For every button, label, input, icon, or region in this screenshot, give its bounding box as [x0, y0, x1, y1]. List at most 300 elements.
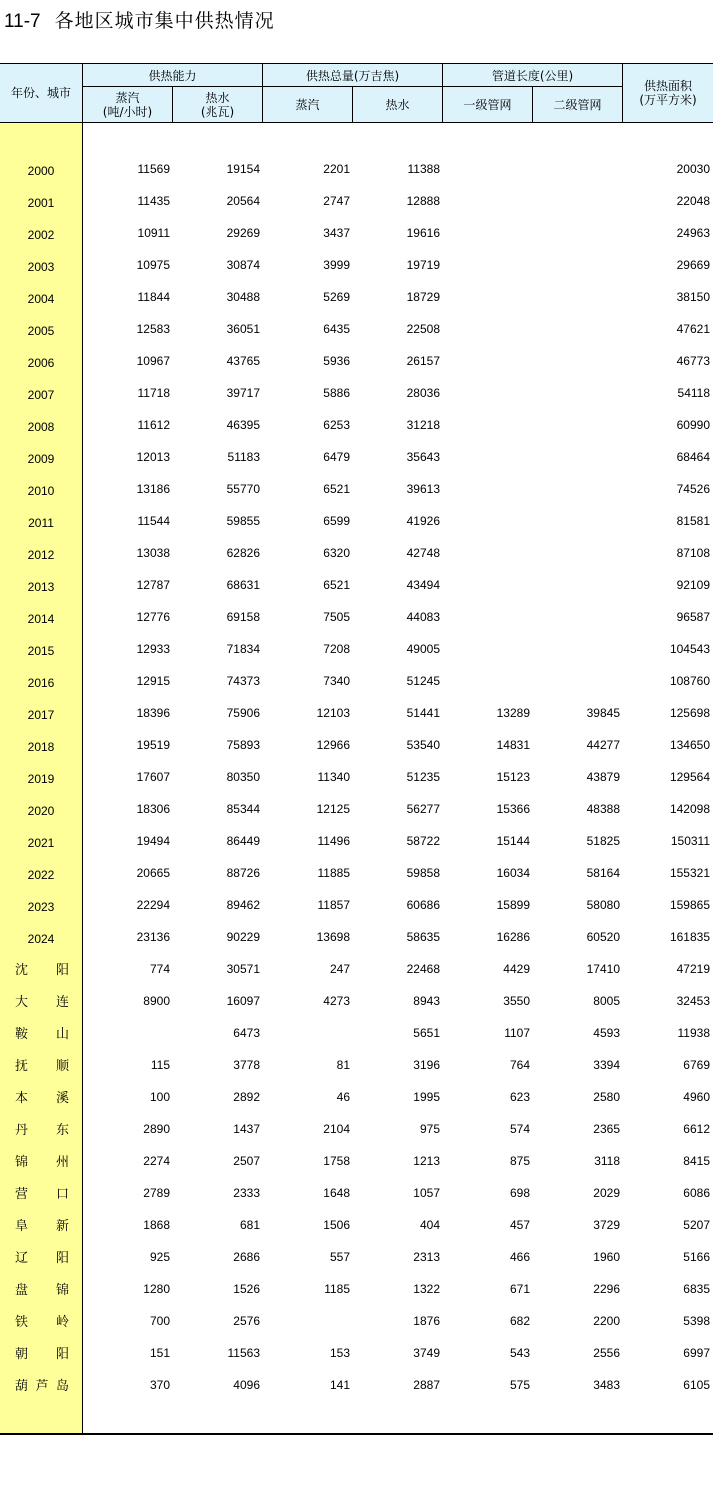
header-group-total: 供热总量(万吉焦)	[305, 69, 400, 83]
table-row	[0, 827, 713, 859]
cell-water-total: 3749	[413, 1346, 440, 1360]
cell-water-total: 43494	[406, 578, 440, 592]
cell-pipe-secondary: 60520	[586, 930, 620, 944]
row-label: 沈阳	[15, 963, 69, 978]
cell-pipe-secondary: 4593	[593, 1026, 620, 1040]
row-label: 2003	[27, 260, 55, 274]
cell-water-capacity: 43765	[226, 354, 260, 368]
header-divider	[262, 64, 263, 122]
header-divider	[352, 86, 353, 122]
cell-steam-capacity: 12915	[136, 674, 170, 688]
table-row	[0, 1019, 713, 1051]
cell-heating-area: 6105	[683, 1378, 710, 1392]
cell-heating-area: 161835	[669, 930, 710, 944]
row-label: 2012	[27, 548, 55, 562]
cell-water-total: 58722	[406, 834, 440, 848]
cell-pipe-primary: 623	[509, 1090, 530, 1104]
table-row	[0, 571, 713, 603]
cell-water-total: 22468	[406, 962, 440, 976]
cell-steam-capacity: 11435	[137, 194, 170, 208]
cell-steam-capacity: 1868	[143, 1218, 170, 1232]
table-header	[0, 63, 713, 123]
cell-water-capacity: 62826	[226, 546, 260, 560]
cell-water-total: 28036	[406, 386, 440, 400]
cell-pipe-primary: 457	[509, 1218, 530, 1232]
row-label: 2020	[27, 804, 55, 818]
cell-water-capacity: 2576	[233, 1314, 260, 1328]
cell-pipe-secondary: 3483	[593, 1378, 620, 1392]
cell-heating-area: 4960	[683, 1090, 710, 1104]
cell-steam-total: 6521	[323, 482, 350, 496]
cell-pipe-secondary: 39845	[586, 706, 620, 720]
row-label: 锦州	[15, 1155, 69, 1170]
cell-heating-area: 46773	[676, 354, 710, 368]
cell-steam-total: 5269	[323, 290, 350, 304]
cell-heating-area: 22048	[676, 194, 710, 208]
cell-heating-area: 6835	[683, 1282, 710, 1296]
cell-water-capacity: 46395	[226, 418, 260, 432]
row-label: 2007	[27, 388, 55, 402]
table-row	[0, 443, 713, 475]
header-divider	[82, 86, 622, 87]
row-label: 2000	[27, 164, 55, 178]
table-row	[0, 1115, 713, 1147]
table-row	[0, 763, 713, 795]
header-water-capacity: 热水 (兆瓦)	[200, 91, 235, 119]
table-row	[0, 955, 713, 987]
cell-heating-area: 125698	[669, 706, 710, 720]
cell-water-capacity: 2892	[233, 1090, 260, 1104]
cell-water-capacity: 6473	[233, 1026, 260, 1040]
cell-steam-capacity: 18396	[136, 706, 170, 720]
cell-water-total: 12888	[406, 194, 440, 208]
cell-water-total: 51245	[406, 674, 440, 688]
table-row	[0, 187, 713, 219]
cell-steam-capacity: 774	[149, 962, 170, 976]
cell-pipe-primary: 1107	[504, 1026, 530, 1040]
cell-heating-area: 6997	[683, 1346, 710, 1360]
header-divider	[532, 86, 533, 122]
cell-steam-total: 1648	[323, 1186, 350, 1200]
cell-water-capacity: 1437	[233, 1122, 260, 1136]
cell-heating-area: 6769	[683, 1058, 710, 1072]
row-label: 2021	[27, 836, 55, 850]
cell-steam-capacity: 11718	[137, 386, 170, 400]
cell-water-capacity: 681	[239, 1218, 260, 1232]
cell-steam-capacity: 13038	[136, 546, 170, 560]
cell-water-total: 11388	[407, 162, 440, 176]
cell-steam-capacity: 8900	[143, 994, 170, 1008]
cell-pipe-secondary: 44277	[586, 738, 620, 752]
cell-heating-area: 150311	[670, 834, 710, 848]
cell-water-total: 39613	[406, 482, 440, 496]
row-label: 辽阳	[15, 1251, 69, 1266]
cell-pipe-primary: 15899	[496, 898, 530, 912]
table-number: 11-7	[4, 11, 41, 32]
cell-water-total: 8943	[413, 994, 440, 1008]
page-title	[4, 6, 275, 33]
cell-water-capacity: 30571	[226, 962, 260, 976]
cell-heating-area: 5166	[683, 1250, 710, 1264]
row-label: 2013	[27, 580, 55, 594]
cell-water-total: 26157	[406, 354, 440, 368]
table-row	[0, 635, 713, 667]
cell-water-total: 5651	[413, 1026, 440, 1040]
cell-steam-total: 5936	[323, 354, 350, 368]
cell-water-total: 35643	[406, 450, 440, 464]
table-row	[0, 1371, 713, 1403]
row-label: 2015	[27, 644, 55, 658]
cell-water-total: 3196	[413, 1058, 440, 1072]
table-row	[0, 603, 713, 635]
table-row	[0, 379, 713, 411]
cell-pipe-primary: 764	[509, 1058, 530, 1072]
header-divider	[442, 64, 443, 122]
cell-pipe-secondary: 43879	[586, 770, 620, 784]
cell-water-total: 31218	[406, 418, 440, 432]
table-row	[0, 219, 713, 251]
table-row	[0, 699, 713, 731]
cell-steam-total: 2201	[323, 162, 350, 176]
cell-water-total: 1876	[413, 1314, 440, 1328]
header-steam-total: 蒸汽	[295, 98, 320, 112]
cell-water-total: 2313	[413, 1250, 440, 1264]
cell-water-capacity: 29269	[226, 226, 260, 240]
cell-steam-capacity: 370	[149, 1378, 170, 1392]
cell-steam-total: 6521	[323, 578, 350, 592]
cell-water-total: 19719	[406, 258, 440, 272]
cell-heating-area: 6086	[683, 1186, 710, 1200]
cell-water-total: 18729	[406, 290, 440, 304]
cell-water-capacity: 88726	[226, 866, 260, 880]
cell-pipe-secondary: 8005	[593, 994, 620, 1008]
cell-steam-capacity: 2890	[143, 1122, 170, 1136]
row-label: 2009	[27, 452, 55, 466]
cell-pipe-primary: 15123	[496, 770, 530, 784]
table-bottom-border	[0, 1433, 713, 1435]
table-row	[0, 923, 713, 955]
table-row	[0, 283, 713, 315]
cell-heating-area: 81581	[676, 514, 710, 528]
cell-water-capacity: 2686	[233, 1250, 260, 1264]
cell-water-capacity: 89462	[226, 898, 260, 912]
cell-heating-area: 134650	[669, 738, 710, 752]
cell-steam-capacity: 115	[150, 1058, 170, 1072]
cell-water-total: 1057	[413, 1186, 440, 1200]
row-label: 2001	[27, 196, 55, 210]
cell-steam-capacity: 12787	[136, 578, 170, 592]
cell-steam-total: 141	[329, 1378, 350, 1392]
cell-heating-area: 11938	[677, 1026, 710, 1040]
cell-water-capacity: 2333	[233, 1186, 260, 1200]
cell-water-capacity: 85344	[226, 802, 260, 816]
header-divider	[82, 64, 83, 122]
table-row	[0, 1339, 713, 1371]
table-row	[0, 1307, 713, 1339]
table-row	[0, 411, 713, 443]
cell-pipe-secondary: 2556	[593, 1346, 620, 1360]
cell-water-total: 404	[419, 1218, 440, 1232]
cell-steam-total: 13698	[316, 930, 350, 944]
cell-steam-total: 11496	[317, 834, 350, 848]
cell-pipe-secondary: 48388	[586, 802, 620, 816]
cell-steam-capacity: 17607	[136, 770, 170, 784]
cell-heating-area: 87108	[676, 546, 710, 560]
cell-water-total: 53540	[406, 738, 440, 752]
cell-water-capacity: 59855	[226, 514, 260, 528]
cell-steam-total: 5886	[323, 386, 350, 400]
cell-steam-total: 1758	[323, 1154, 350, 1168]
cell-pipe-primary: 13289	[496, 706, 530, 720]
row-label: 阜新	[15, 1219, 69, 1234]
cell-water-total: 975	[419, 1122, 440, 1136]
cell-pipe-primary: 14831	[496, 738, 530, 752]
cell-pipe-primary: 16286	[496, 930, 530, 944]
cell-heating-area: 38150	[676, 290, 710, 304]
cell-pipe-secondary: 17410	[586, 962, 620, 976]
cell-heating-area: 68464	[676, 450, 710, 464]
table-row	[0, 891, 713, 923]
cell-heating-area: 104543	[669, 642, 710, 656]
cell-water-capacity: 19154	[226, 162, 260, 176]
table-row	[0, 539, 713, 571]
cell-water-capacity: 16097	[226, 994, 260, 1008]
cell-water-capacity: 90229	[226, 930, 260, 944]
table-row	[0, 1211, 713, 1243]
cell-heating-area: 32453	[676, 994, 710, 1008]
table-row	[0, 859, 713, 891]
row-label: 2002	[27, 228, 55, 242]
table-row	[0, 731, 713, 763]
cell-pipe-primary: 682	[509, 1314, 530, 1328]
cell-steam-total: 11340	[317, 770, 350, 784]
cell-water-capacity: 55770	[226, 482, 260, 496]
cell-steam-total: 3437	[323, 226, 350, 240]
cell-water-capacity: 4096	[233, 1378, 260, 1392]
cell-pipe-primary: 574	[509, 1122, 530, 1136]
table-row	[0, 1083, 713, 1115]
cell-steam-capacity: 22294	[136, 898, 170, 912]
row-label: 2014	[27, 612, 55, 626]
cell-water-total: 41926	[406, 514, 440, 528]
cell-pipe-primary: 3550	[503, 994, 530, 1008]
cell-heating-area: 92109	[676, 578, 710, 592]
cell-steam-capacity: 11544	[137, 514, 170, 528]
header-water-total: 热水	[385, 98, 410, 112]
cell-pipe-secondary: 2029	[593, 1186, 620, 1200]
cell-heating-area: 60990	[676, 418, 710, 432]
cell-steam-total: 6253	[323, 418, 350, 432]
cell-water-total: 51235	[406, 770, 440, 784]
cell-steam-total: 1506	[323, 1218, 350, 1232]
cell-water-capacity: 36051	[226, 322, 260, 336]
table-row	[0, 1179, 713, 1211]
cell-water-capacity: 80350	[226, 770, 260, 784]
cell-steam-total: 4273	[323, 994, 350, 1008]
cell-steam-total: 6479	[323, 450, 350, 464]
cell-steam-total: 2747	[323, 194, 350, 208]
cell-water-capacity: 75906	[226, 706, 260, 720]
cell-pipe-secondary: 3394	[593, 1058, 620, 1072]
cell-steam-capacity: 19519	[136, 738, 170, 752]
cell-steam-total: 557	[329, 1250, 350, 1264]
row-label: 2017	[27, 708, 55, 722]
cell-water-total: 42748	[406, 546, 440, 560]
cell-steam-total: 6320	[323, 546, 350, 560]
cell-water-total: 58635	[406, 930, 440, 944]
cell-steam-total: 11857	[317, 898, 350, 912]
row-label: 2006	[27, 356, 55, 370]
cell-pipe-primary: 15366	[496, 802, 530, 816]
header-divider	[622, 64, 623, 122]
cell-water-capacity: 1526	[233, 1282, 260, 1296]
cell-steam-capacity: 12933	[136, 642, 170, 656]
cell-pipe-primary: 466	[509, 1250, 530, 1264]
cell-steam-total: 6599	[323, 514, 350, 528]
cell-steam-total: 7208	[323, 642, 350, 656]
cell-pipe-secondary: 2365	[593, 1122, 620, 1136]
cell-water-capacity: 3778	[233, 1058, 260, 1072]
cell-water-total: 1322	[413, 1282, 440, 1296]
cell-pipe-secondary: 58080	[586, 898, 620, 912]
row-label: 2016	[27, 676, 55, 690]
cell-steam-capacity: 100	[149, 1090, 170, 1104]
cell-water-capacity: 30874	[226, 258, 260, 272]
cell-steam-capacity: 151	[149, 1346, 170, 1360]
header-pipe-secondary: 二级管网	[553, 98, 602, 112]
row-label: 本溪	[15, 1091, 69, 1106]
row-label: 2005	[27, 324, 55, 338]
cell-steam-capacity: 2274	[143, 1154, 170, 1168]
cell-water-capacity: 69158	[226, 610, 260, 624]
header-group-pipe: 管道长度(公里)	[491, 69, 574, 83]
cell-steam-total: 81	[336, 1058, 350, 1072]
table-row	[0, 347, 713, 379]
row-label: 营口	[15, 1187, 69, 1202]
cell-steam-capacity: 10911	[137, 226, 170, 240]
cell-heating-area: 47219	[676, 962, 710, 976]
cell-steam-total: 153	[329, 1346, 350, 1360]
cell-water-capacity: 68631	[226, 578, 260, 592]
table-row	[0, 155, 713, 187]
cell-steam-capacity: 12013	[136, 450, 170, 464]
row-label: 2023	[27, 900, 55, 914]
cell-steam-total: 46	[336, 1090, 350, 1104]
cell-water-total: 51441	[406, 706, 440, 720]
table-row	[0, 475, 713, 507]
cell-steam-capacity: 1280	[143, 1282, 170, 1296]
cell-water-capacity: 75893	[226, 738, 260, 752]
cell-heating-area: 5398	[683, 1314, 710, 1328]
cell-steam-capacity: 10975	[136, 258, 170, 272]
cell-pipe-secondary: 51825	[586, 834, 620, 848]
cell-pipe-primary: 698	[509, 1186, 530, 1200]
cell-water-total: 2887	[413, 1378, 440, 1392]
row-label: 丹东	[15, 1123, 69, 1138]
cell-pipe-primary: 16034	[496, 866, 530, 880]
cell-pipe-primary: 4429	[503, 962, 530, 976]
cell-steam-total: 3999	[323, 258, 350, 272]
cell-water-capacity: 51183	[227, 450, 260, 464]
cell-water-total: 49005	[406, 642, 440, 656]
cell-water-total: 44083	[406, 610, 440, 624]
table-row	[0, 1051, 713, 1083]
table-row	[0, 795, 713, 827]
row-label: 2004	[27, 292, 55, 306]
cell-water-capacity: 20564	[226, 194, 260, 208]
cell-steam-capacity: 12583	[136, 322, 170, 336]
cell-water-total: 19616	[406, 226, 440, 240]
cell-water-capacity: 74373	[226, 674, 260, 688]
header-pipe-primary: 一级管网	[463, 98, 512, 112]
row-label: 2024	[27, 932, 55, 946]
table-title: 各地区城市集中供热情况	[54, 10, 275, 32]
cell-pipe-secondary: 3729	[593, 1218, 620, 1232]
cell-steam-total: 12103	[316, 706, 350, 720]
row-label: 鞍山	[15, 1027, 69, 1042]
cell-pipe-primary: 671	[509, 1282, 530, 1296]
cell-steam-capacity: 11612	[137, 418, 170, 432]
cell-water-capacity: 71834	[226, 642, 260, 656]
cell-water-capacity: 2507	[233, 1154, 260, 1168]
row-label: 2010	[27, 484, 55, 498]
row-label: 2019	[27, 772, 55, 786]
cell-steam-total: 12125	[316, 802, 350, 816]
cell-steam-total: 7505	[323, 610, 350, 624]
cell-pipe-primary: 15144	[496, 834, 530, 848]
cell-pipe-secondary: 1960	[593, 1250, 620, 1264]
cell-steam-total: 247	[329, 962, 350, 976]
cell-water-capacity: 11563	[227, 1346, 260, 1360]
cell-pipe-secondary: 2200	[593, 1314, 620, 1328]
row-label: 大连	[15, 995, 69, 1010]
header-steam-capacity: 蒸汽 (吨/小时)	[102, 91, 153, 119]
cell-water-total: 1995	[413, 1090, 440, 1104]
cell-steam-total: 2104	[323, 1122, 350, 1136]
cell-steam-capacity: 11569	[137, 162, 170, 176]
table-row	[0, 251, 713, 283]
cell-heating-area: 155321	[669, 866, 710, 880]
table-row	[0, 667, 713, 699]
cell-water-total: 22508	[406, 322, 440, 336]
cell-steam-total: 12966	[316, 738, 350, 752]
cell-heating-area: 5207	[683, 1218, 710, 1232]
cell-steam-capacity: 20665	[136, 866, 170, 880]
cell-heating-area: 142098	[669, 802, 710, 816]
cell-pipe-secondary: 2580	[593, 1090, 620, 1104]
cell-steam-capacity: 13186	[136, 482, 170, 496]
cell-steam-capacity: 19494	[136, 834, 170, 848]
header-divider	[172, 86, 173, 122]
cell-pipe-primary: 575	[509, 1378, 530, 1392]
cell-heating-area: 74526	[676, 482, 710, 496]
cell-steam-capacity: 12776	[136, 610, 170, 624]
cell-heating-area: 129564	[669, 770, 710, 784]
cell-steam-capacity: 925	[149, 1250, 170, 1264]
table-row	[0, 1147, 713, 1179]
row-label: 朝阳	[15, 1347, 69, 1362]
cell-heating-area: 6612	[683, 1122, 710, 1136]
row-label: 2008	[27, 420, 55, 434]
cell-steam-capacity: 18306	[136, 802, 170, 816]
cell-pipe-secondary: 58164	[586, 866, 620, 880]
cell-heating-area: 47621	[676, 322, 710, 336]
table-row	[0, 507, 713, 539]
cell-water-total: 56277	[406, 802, 440, 816]
cell-heating-area: 8415	[683, 1154, 710, 1168]
row-label: 葫芦岛	[15, 1379, 69, 1394]
row-label: 铁岭	[15, 1315, 69, 1330]
